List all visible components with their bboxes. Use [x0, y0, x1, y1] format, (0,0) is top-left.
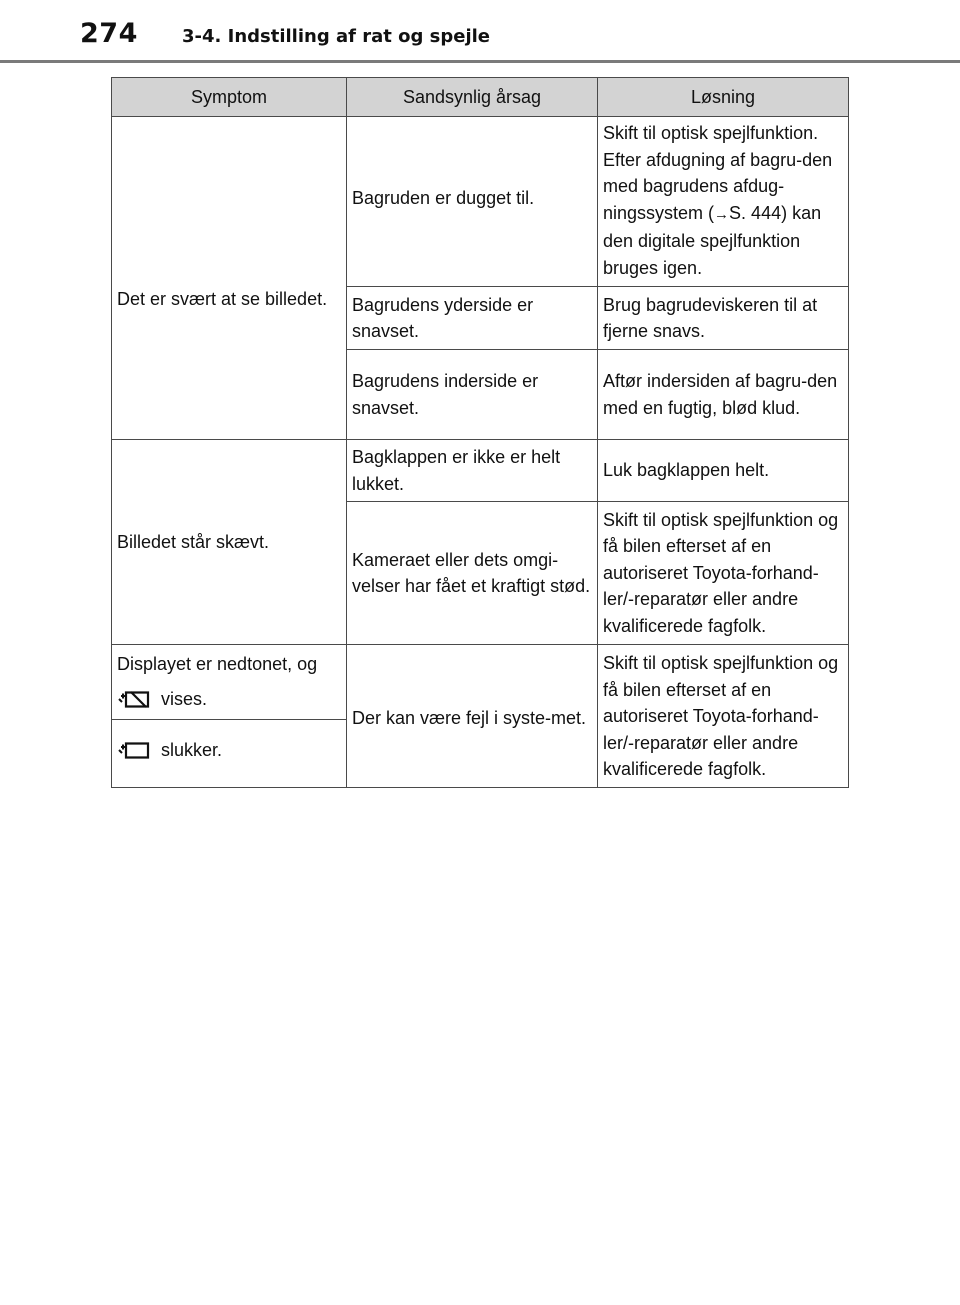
symptom-cell: Det er svært at se billedet.	[112, 117, 347, 440]
camera-fault-icon	[117, 689, 151, 709]
symptom-text: vises.	[161, 688, 208, 709]
page-reference-arrow: →	[714, 205, 730, 223]
solution-cell: Luk bagklappen helt.	[598, 440, 849, 502]
column-header-cause: Sandsynlig årsag	[347, 78, 598, 117]
table-header-row	[112, 78, 849, 117]
solution-text-continued: S. 444) kan den digitale spejlfunktion bruges igen.	[603, 202, 822, 278]
symptom-cell: Billedet står skævt.	[112, 440, 347, 645]
table-row	[112, 440, 849, 502]
header-divider	[0, 60, 960, 63]
cause-cell: Bagrudens yderside er snavset.	[347, 287, 598, 350]
symptom-cell	[112, 720, 347, 788]
camera-icon	[117, 740, 151, 760]
solution-text: Skift til optisk spejlfunktion. Efter afdugning af bagru-den med bagrudens afdug-ningssystem (	[603, 123, 833, 223]
symptom-text: slukker.	[161, 740, 223, 761]
cause-cell: Bagrudens inderside er snavset.	[347, 350, 598, 440]
cause-cell: Der kan være fejl i syste-met.	[347, 645, 598, 788]
table-row	[112, 117, 849, 287]
page-number: 274	[80, 18, 138, 49]
solution-cell: Aftør indersiden af bagru-den med en fugtig, blød klud.	[598, 350, 849, 440]
cause-cell: Bagruden er dugget til.	[347, 117, 598, 287]
section-title: 3-4. Indstilling af rat og spejle	[182, 26, 490, 47]
symptom-text: Displayet er nedtonet, og	[117, 654, 318, 674]
column-header-solution: Løsning	[598, 78, 849, 117]
solution-cell: Brug bagrudeviskeren til at fjerne snavs.	[598, 287, 849, 350]
symptom-cell	[112, 645, 347, 720]
troubleshooting-table	[111, 77, 849, 788]
solution-cell	[598, 117, 849, 287]
column-header-symptom: Symptom	[112, 78, 347, 117]
cause-cell: Kameraet eller dets omgi-velser har fået et kraftigt stød.	[347, 502, 598, 645]
page-header	[0, 0, 960, 62]
solution-cell: Skift til optisk spejlfunktion og få bilen efterset af en autoriseret Toyota-forhand-ler/-reparatør eller andre kvalificerede fagfolk.	[598, 502, 849, 645]
table-row	[112, 645, 849, 720]
cause-cell: Bagklappen er ikke er helt lukket.	[347, 440, 598, 502]
solution-cell: Skift til optisk spejlfunktion og få bilen efterset af en autoriseret Toyota-forhand-ler/-reparatør eller andre kvalificerede fagfolk.	[598, 645, 849, 788]
